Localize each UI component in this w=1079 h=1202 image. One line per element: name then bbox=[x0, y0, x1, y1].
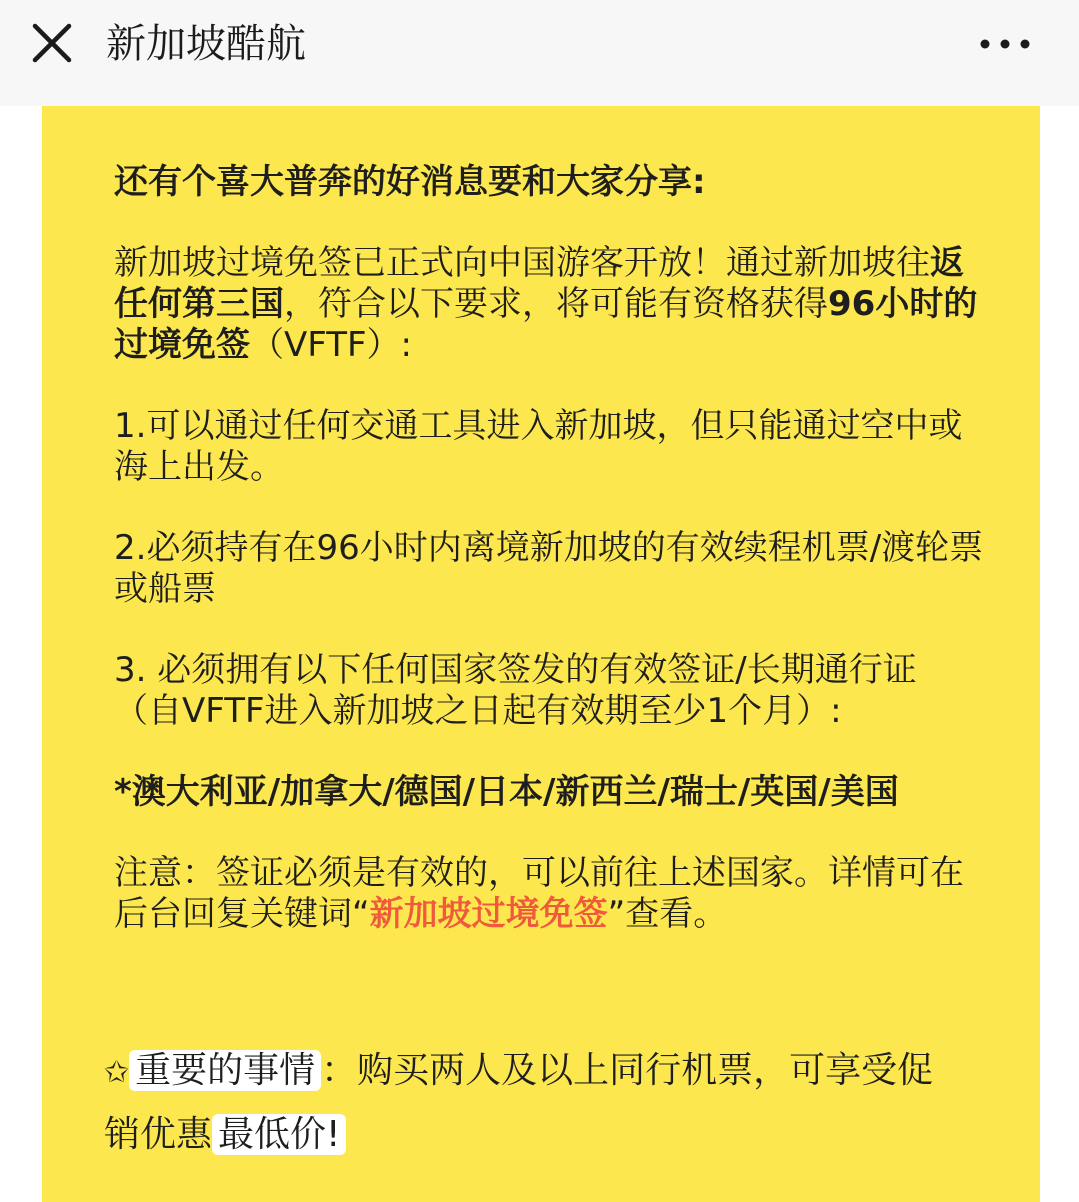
intro-paragraph bbox=[114, 243, 984, 366]
intro-bold-96h: 96小时的过境免签 bbox=[114, 284, 978, 365]
page-title: 新加坡酷航 bbox=[106, 21, 306, 67]
note-keyword: 新加坡过境免签 bbox=[369, 894, 608, 934]
important-line-1 bbox=[104, 1046, 933, 1098]
note-text-1: 注意：签证必须是有效的，可以前往上述国家。详情可在后台回复关键词“ bbox=[114, 853, 964, 934]
close-icon bbox=[22, 16, 82, 72]
country-list: *澳大利亚/加拿大/德国/日本/新西兰/瑞士/英国/美国 bbox=[114, 772, 899, 812]
close-button[interactable] bbox=[22, 16, 82, 72]
intro-text-5: （VFTF）: bbox=[250, 325, 412, 365]
more-button[interactable] bbox=[972, 22, 1038, 66]
top-bar bbox=[0, 0, 1079, 106]
requirement-1: 1.可以通过任何交通工具进入新加坡，但只能通过空中或海上出发。 bbox=[114, 406, 963, 487]
important-label: 重要的事情 bbox=[129, 1050, 321, 1091]
note-text-2: ”查看。 bbox=[607, 894, 728, 934]
intro-text-1: 新加坡过境免签已正式向中国游客开放！通过新加坡往 bbox=[114, 243, 930, 283]
star-icon: ✩ bbox=[104, 1055, 130, 1090]
important-text-2a: 销优惠 bbox=[104, 1114, 213, 1155]
lowest-price-highlight: 最低价! bbox=[212, 1114, 346, 1155]
important-text: ：购买两人及以上同行机票，可享受促 bbox=[321, 1050, 934, 1091]
important-line-2 bbox=[104, 1110, 346, 1160]
article-heading: 还有个喜大普奔的好消息要和大家分享: bbox=[114, 162, 706, 202]
article-body bbox=[114, 162, 984, 935]
intro-bold-third-country: 返任何第三国 bbox=[114, 243, 964, 324]
more-dots-icon bbox=[972, 22, 1038, 66]
requirement-3: 3. 必须拥有以下任何国家签发的有效签证/长期通行证（自VFTF进入新加坡之日起有效期至少1个月）: bbox=[114, 650, 917, 731]
article-image-card bbox=[42, 106, 1040, 1202]
requirement-2: 2.必须持有在96小时内离境新加坡的有效续程机票/渡轮票或船票 bbox=[114, 528, 984, 609]
note-paragraph bbox=[114, 853, 984, 935]
intro-text-3: ，符合以下要求，将可能有资格获得 bbox=[284, 284, 828, 324]
